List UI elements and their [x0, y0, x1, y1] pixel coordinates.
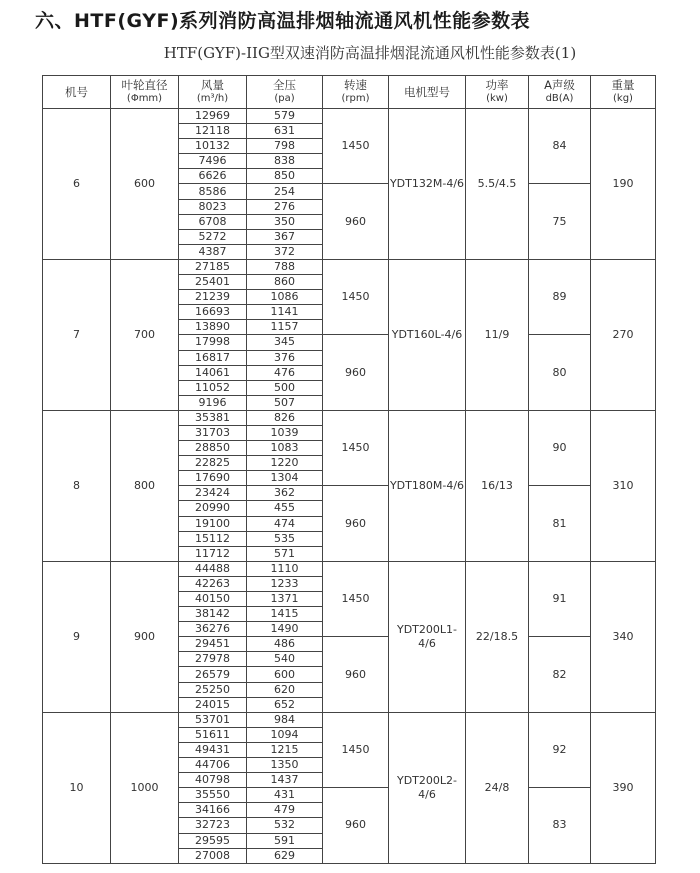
- diameter-cell: 1000: [111, 712, 179, 863]
- pressure-cell: 1220: [247, 456, 323, 471]
- pressure-cell: 1490: [247, 622, 323, 637]
- flow-cell: 25250: [179, 682, 247, 697]
- pressure-cell: 350: [247, 214, 323, 229]
- header-label: 重量: [611, 78, 635, 92]
- power-cell: 24/8: [466, 712, 529, 863]
- power-cell: 5.5/4.5: [466, 109, 529, 260]
- speed-cell: 960: [323, 788, 389, 863]
- header-unit: (pa): [274, 93, 295, 104]
- pressure-cell: 1415: [247, 607, 323, 622]
- flow-cell: 12969: [179, 109, 247, 124]
- flow-cell: 5272: [179, 229, 247, 244]
- speed-cell: 1450: [323, 259, 389, 334]
- pressure-cell: 362: [247, 486, 323, 501]
- pressure-cell: 254: [247, 184, 323, 199]
- header-label: 机号: [65, 84, 88, 99]
- flow-cell: 17998: [179, 335, 247, 350]
- pressure-cell: 571: [247, 546, 323, 561]
- flow-cell: 23424: [179, 486, 247, 501]
- fan-number-cell: 10: [43, 712, 111, 863]
- performance-table: [42, 75, 656, 864]
- flow-cell: 12118: [179, 124, 247, 139]
- flow-cell: 21239: [179, 290, 247, 305]
- flow-cell: 7496: [179, 154, 247, 169]
- speed-cell: 960: [323, 184, 389, 259]
- power-cell: 11/9: [466, 259, 529, 410]
- diameter-cell: 900: [111, 561, 179, 712]
- pressure-cell: 1437: [247, 773, 323, 788]
- flow-cell: 51611: [179, 727, 247, 742]
- pressure-cell: 540: [247, 652, 323, 667]
- pressure-cell: 367: [247, 229, 323, 244]
- flow-cell: 11712: [179, 546, 247, 561]
- pressure-cell: 850: [247, 169, 323, 184]
- pressure-cell: 1086: [247, 290, 323, 305]
- flow-cell: 29595: [179, 833, 247, 848]
- header-label: 转速: [344, 78, 367, 92]
- flow-cell: 27008: [179, 848, 247, 863]
- flow-cell: 8586: [179, 184, 247, 199]
- header-label: 叶轮直径: [121, 78, 168, 92]
- pressure-cell: 474: [247, 516, 323, 531]
- flow-cell: 34166: [179, 803, 247, 818]
- flow-cell: 4387: [179, 244, 247, 259]
- flow-cell: 27978: [179, 652, 247, 667]
- table-title: HTF(GYF)-IIG型双速消防高温排烟混流通风机性能参数表(1): [163, 44, 577, 62]
- pressure-cell: 1083: [247, 441, 323, 456]
- speed-cell: 960: [323, 335, 389, 410]
- pressure-cell: 860: [247, 275, 323, 290]
- flow-cell: 24015: [179, 697, 247, 712]
- fan-number-cell: 8: [43, 410, 111, 561]
- flow-cell: 36276: [179, 622, 247, 637]
- pressure-cell: 600: [247, 667, 323, 682]
- col-pressure-header: [247, 76, 323, 109]
- flow-cell: 38142: [179, 607, 247, 622]
- pressure-cell: 579: [247, 109, 323, 124]
- flow-cell: 16817: [179, 350, 247, 365]
- flow-cell: 14061: [179, 365, 247, 380]
- pressure-cell: 652: [247, 697, 323, 712]
- speed-cell: 1450: [323, 109, 389, 184]
- flow-cell: 31703: [179, 425, 247, 440]
- flow-cell: 16693: [179, 305, 247, 320]
- flow-cell: 40150: [179, 592, 247, 607]
- flow-cell: 9196: [179, 395, 247, 410]
- pressure-cell: 798: [247, 139, 323, 154]
- flow-cell: 44488: [179, 561, 247, 576]
- header-label: 全压: [273, 78, 296, 92]
- flow-cell: 22825: [179, 456, 247, 471]
- header-unit: dB(A): [545, 93, 574, 104]
- pressure-cell: 476: [247, 365, 323, 380]
- pressure-cell: 984: [247, 712, 323, 727]
- col-motor-header: [389, 76, 466, 109]
- fan-number-cell: 9: [43, 561, 111, 712]
- pressure-cell: 486: [247, 637, 323, 652]
- flow-cell: 28850: [179, 441, 247, 456]
- col-speed-header: [323, 76, 389, 109]
- header-unit: (kw): [486, 93, 508, 104]
- pressure-cell: 1350: [247, 758, 323, 773]
- flow-cell: 35381: [179, 410, 247, 425]
- weight-cell: 340: [591, 561, 656, 712]
- power-cell: 16/13: [466, 410, 529, 561]
- fan-number-cell: 7: [43, 259, 111, 410]
- pressure-cell: 276: [247, 199, 323, 214]
- pressure-cell: 455: [247, 501, 323, 516]
- flow-cell: 27185: [179, 259, 247, 274]
- flow-cell: 42263: [179, 576, 247, 591]
- pressure-cell: 1304: [247, 471, 323, 486]
- speed-cell: 1450: [323, 561, 389, 636]
- pressure-cell: 345: [247, 335, 323, 350]
- pressure-cell: 532: [247, 818, 323, 833]
- weight-cell: 270: [591, 259, 656, 410]
- col-power-header: [466, 76, 529, 109]
- weight-cell: 310: [591, 410, 656, 561]
- flow-cell: 35550: [179, 788, 247, 803]
- motor-cell: YDT200L2-4/6: [389, 712, 466, 863]
- noise-cell: 83: [529, 788, 591, 863]
- pressure-cell: 479: [247, 803, 323, 818]
- fan-number-cell: 6: [43, 109, 111, 260]
- header-label: 风量: [201, 78, 224, 92]
- flow-cell: 8023: [179, 199, 247, 214]
- noise-cell: 91: [529, 561, 591, 636]
- col-noise-header: [529, 76, 591, 109]
- flow-cell: 32723: [179, 818, 247, 833]
- pressure-cell: 507: [247, 395, 323, 410]
- pressure-cell: 535: [247, 531, 323, 546]
- speed-cell: 960: [323, 637, 389, 712]
- pressure-cell: 1141: [247, 305, 323, 320]
- pressure-cell: 826: [247, 410, 323, 425]
- pressure-cell: 376: [247, 350, 323, 365]
- flow-cell: 15112: [179, 531, 247, 546]
- pressure-cell: 629: [247, 848, 323, 863]
- pressure-cell: 591: [247, 833, 323, 848]
- page-title: 六、HTF(GYF)系列消防高温排烟轴流通风机性能参数表: [35, 10, 531, 32]
- table-row: [43, 561, 656, 576]
- flow-cell: 13890: [179, 320, 247, 335]
- pressure-cell: 1039: [247, 425, 323, 440]
- noise-cell: 75: [529, 184, 591, 259]
- header-unit: (Φmm): [126, 93, 163, 104]
- flow-cell: 29451: [179, 637, 247, 652]
- pressure-cell: 1157: [247, 320, 323, 335]
- power-cell: 22/18.5: [466, 561, 529, 712]
- motor-cell: YDT180M-4/6: [389, 410, 466, 561]
- flow-cell: 10132: [179, 139, 247, 154]
- col-no-header: [43, 76, 111, 109]
- pressure-cell: 1215: [247, 742, 323, 757]
- pressure-cell: 1094: [247, 727, 323, 742]
- flow-cell: 17690: [179, 471, 247, 486]
- diameter-cell: 700: [111, 259, 179, 410]
- table-row: [43, 712, 656, 727]
- col-weight-header: [591, 76, 656, 109]
- header-label: 电机型号: [404, 84, 450, 99]
- flow-cell: 44706: [179, 758, 247, 773]
- pressure-cell: 500: [247, 380, 323, 395]
- flow-cell: 19100: [179, 516, 247, 531]
- pressure-cell: 1233: [247, 576, 323, 591]
- noise-cell: 80: [529, 335, 591, 410]
- speed-cell: 1450: [323, 410, 389, 485]
- weight-cell: 390: [591, 712, 656, 863]
- pressure-cell: 631: [247, 124, 323, 139]
- pressure-cell: 431: [247, 788, 323, 803]
- flow-cell: 49431: [179, 742, 247, 757]
- noise-cell: 92: [529, 712, 591, 787]
- weight-cell: 190: [591, 109, 656, 260]
- speed-cell: 960: [323, 486, 389, 561]
- flow-cell: 26579: [179, 667, 247, 682]
- flow-cell: 20990: [179, 501, 247, 516]
- pressure-cell: 620: [247, 682, 323, 697]
- motor-cell: YDT132M-4/6: [389, 109, 466, 260]
- table-row: [43, 259, 656, 274]
- pressure-cell: 1110: [247, 561, 323, 576]
- flow-cell: 40798: [179, 773, 247, 788]
- motor-cell: YDT160L-4/6: [389, 259, 466, 410]
- noise-cell: 81: [529, 486, 591, 561]
- noise-cell: 89: [529, 259, 591, 334]
- diameter-cell: 800: [111, 410, 179, 561]
- diameter-cell: 600: [111, 109, 179, 260]
- speed-cell: 1450: [323, 712, 389, 787]
- header-label: A声级: [544, 78, 575, 92]
- header-unit: (kg): [613, 93, 633, 104]
- col-diameter-header: [111, 76, 179, 109]
- table-row: [43, 109, 656, 124]
- header-unit: (rpm): [341, 93, 370, 104]
- header-unit: (m³/h): [196, 93, 229, 104]
- pressure-cell: 372: [247, 244, 323, 259]
- noise-cell: 84: [529, 109, 591, 184]
- noise-cell: 82: [529, 637, 591, 712]
- flow-cell: 53701: [179, 712, 247, 727]
- table-row: [43, 410, 656, 425]
- pressure-cell: 1371: [247, 592, 323, 607]
- pressure-cell: 788: [247, 259, 323, 274]
- flow-cell: 11052: [179, 380, 247, 395]
- header-label: 功率: [485, 78, 509, 92]
- flow-cell: 6708: [179, 214, 247, 229]
- pressure-cell: 838: [247, 154, 323, 169]
- flow-cell: 6626: [179, 169, 247, 184]
- col-flow-header: [179, 76, 247, 109]
- noise-cell: 90: [529, 410, 591, 485]
- flow-cell: 25401: [179, 275, 247, 290]
- motor-cell: YDT200L1-4/6: [389, 561, 466, 712]
- header-row: [43, 76, 656, 109]
